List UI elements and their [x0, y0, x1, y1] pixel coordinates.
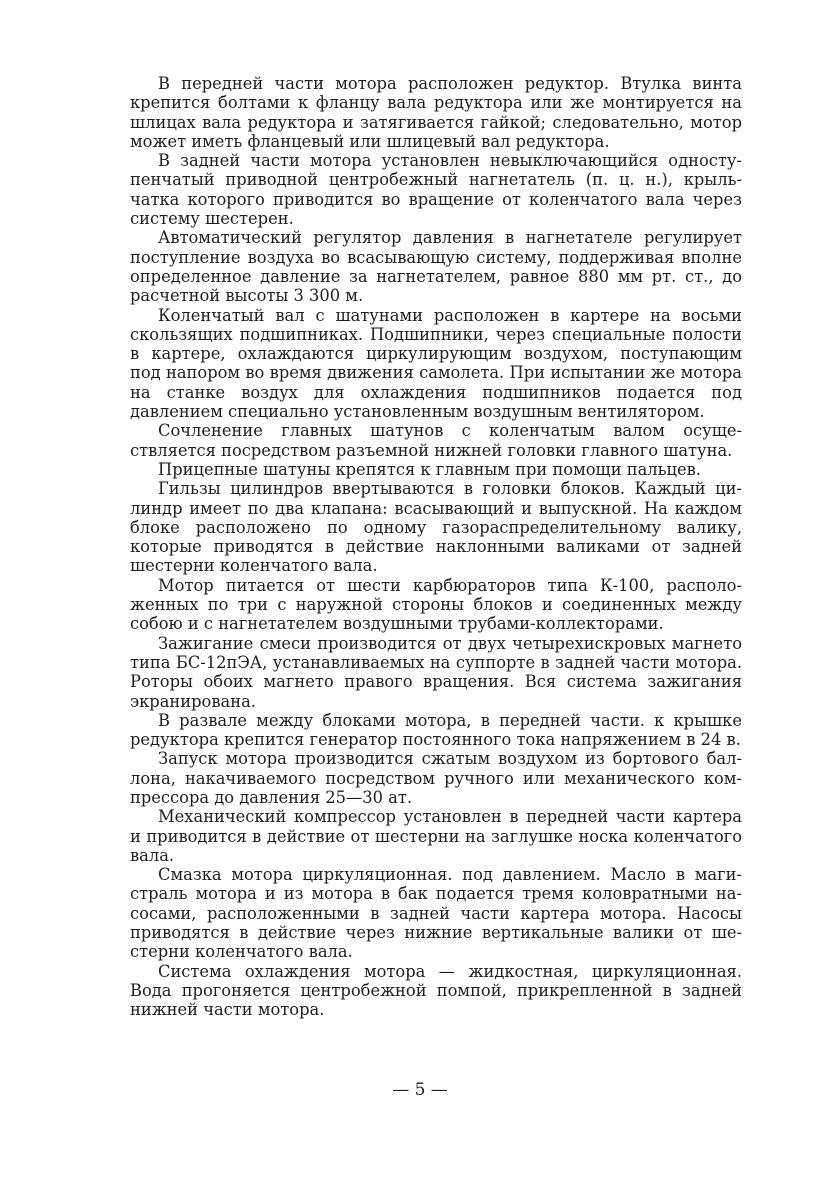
paragraph-generator: В развале между блоками мотора, в передней части. к крышке редуктора крепится генератор постоянного тока напряжением в 24 в.: [130, 710, 742, 750]
paragraph-starting: Запуск мотора производится сжатым воздухом из бортового баллона, накачиваемого посредством ручного или механического компрессора до давления 25—30 ат.: [130, 749, 742, 807]
paragraph-reducer: В передней части мотора расположен редуктор. Втулка винта крепится болтами к фланцу вала редуктора или же монтируется на шлицах вала редуктора и затягивается гайкой; следовательно, мотор может иметь фланцевый или шлицевый вал редуктора.: [130, 74, 742, 151]
paragraph-crankshaft: Коленчатый вал с шатунами расположен в картере на восьми скользящих подшипниках. Подшипники, через специальные полости в картере, охлаждаются циркулирующим воздухом, поступающим под напором во время движения самолета. При испытании же мотора на станке воздух для охлаждения подшипников подается под давлением специально установленным воздушным вентилятором.: [130, 305, 742, 422]
paragraph-pressure-regulator: Автоматический регулятор давления в нагнетателе регулирует поступление воздуха во всасывающую систему, поддерживая вполне определенное давление за нагнетателем, равное 880 мм рт. ст., до расчетной высоты 3 300 м.: [130, 228, 742, 306]
page-body: [130, 74, 742, 1020]
paragraph-ignition: Зажигание смеси производится от двух четырехискровых магнето типа БС-12пЭА, устанавливаемых на суппорте в задней части мотора. Роторы обоих магнето правого вращения. Вся система зажигания экранирована.: [130, 633, 742, 711]
page-number: — 5 —: [392, 1080, 448, 1100]
paragraph-lubrication: Смазка мотора циркуляционная. под давлением. Масло в магистраль мотора и из мотора в бак подается тремя коловратными насосами, расположенными в задней части картера мотора. Насосы приводятся в действие через нижние вертикальные валики от шестерни коленчатого вала.: [130, 865, 742, 962]
paragraph-supercharger: В задней части мотора установлен невыключающийся одноступенчатый приводной центробежный нагнетатель (п. ц. н.), крыльчатка которого приводится во вращение от коленчатого вала через систему шестерен.: [130, 151, 742, 229]
paragraph-articulated-rods: Прицепные шатуны крепятся к главным при помощи пальцев.: [158, 459, 701, 479]
paragraph-connecting-rods: Сочленение главных шатунов с коленчатым валом осуществляется посредством разъемной нижней головки главного шатуна.: [130, 421, 742, 460]
paragraph-cylinders: Гильзы цилиндров ввертываются в головки блоков. Каждый цилиндр имеет по два клапана: всасывающий и выпускной. На каждом блоке расположено по одному газораспределительному валику, которые приводятся в действие наклонными валиками от задней шестерни коленчатого вала.: [130, 479, 742, 576]
paragraph-cooling: Система охлаждения мотора — жидкостная, циркуляционная. Вода прогоняется центробежной помпой, прикрепленной в задней нижней части мотора.: [130, 961, 742, 1020]
paragraph-compressor: Механический компрессор установлен в передней части картера и приводится в действие от шестерни на заглушке носка коленчатого вала.: [130, 807, 742, 865]
paragraph-carburetors: Мотор питается от шести карбюраторов типа К-100, расположенных по три с наружной стороны блоков и соединенных между собою и с нагнетателем воздушными трубами-коллекторами.: [130, 575, 742, 634]
